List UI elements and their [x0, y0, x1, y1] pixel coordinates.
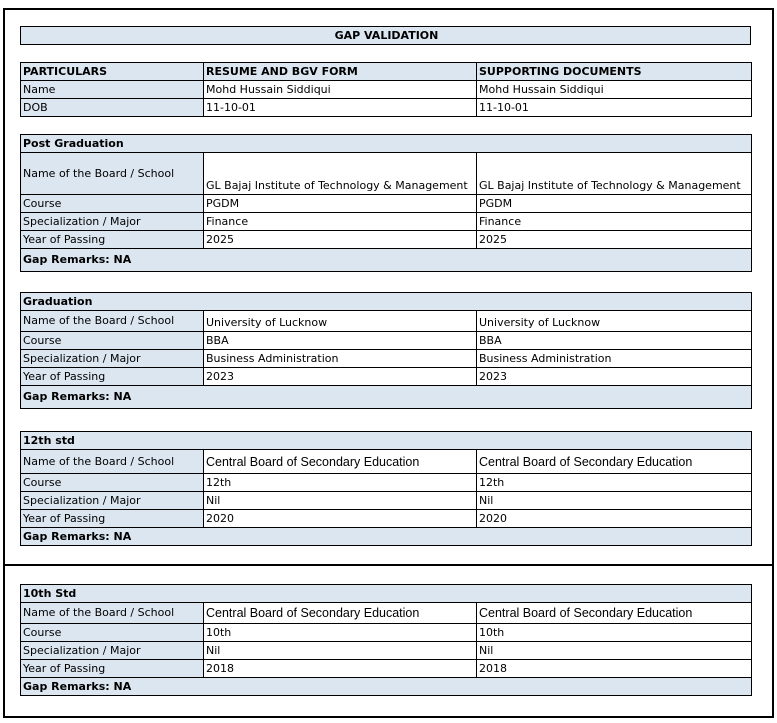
- grad-board-resume: University of Lucknow: [204, 311, 477, 332]
- tenth-spec-docs: Nil: [477, 642, 752, 660]
- page-title: GAP VALIDATION: [20, 26, 751, 45]
- grad-year-docs: 2023: [477, 368, 752, 386]
- year-label: Year of Passing: [21, 510, 204, 528]
- table-row: [21, 99, 752, 117]
- course-label: Course: [21, 332, 204, 350]
- dob-label: DOB: [21, 99, 204, 117]
- course-label: Course: [21, 624, 204, 642]
- supporting-header: SUPPORTING DOCUMENTS: [477, 63, 752, 81]
- twelfth-spec-docs: Nil: [477, 492, 752, 510]
- graduation-table: [20, 292, 752, 409]
- twelfth-board-resume: Central Board of Secondary Education: [204, 450, 477, 474]
- board-label: Name of the Board / School: [21, 153, 204, 195]
- grad-course-resume: BBA: [204, 332, 477, 350]
- twelfth-board-docs: Central Board of Secondary Education: [477, 450, 752, 474]
- particulars-header: PARTICULARS: [21, 63, 204, 81]
- year-label: Year of Passing: [21, 231, 204, 249]
- pg-board-resume: GL Bajaj Institute of Technology & Management: [204, 153, 477, 195]
- year-label: Year of Passing: [21, 660, 204, 678]
- pg-year-docs: 2025: [477, 231, 752, 249]
- year-label: Year of Passing: [21, 368, 204, 386]
- pg-course-docs: PGDM: [477, 195, 752, 213]
- grad-course-docs: BBA: [477, 332, 752, 350]
- pg-course-resume: PGDM: [204, 195, 477, 213]
- gap-remarks: Gap Remarks: NA: [21, 528, 752, 546]
- twelfth-course-resume: 12th: [204, 474, 477, 492]
- tenth-course-resume: 10th: [204, 624, 477, 642]
- pg-spec-resume: Finance: [204, 213, 477, 231]
- board-label: Name of the Board / School: [21, 603, 204, 624]
- spec-label: Specialization / Major: [21, 213, 204, 231]
- spec-label: Specialization / Major: [21, 350, 204, 368]
- grad-spec-docs: Business Administration: [477, 350, 752, 368]
- pg-spec-docs: Finance: [477, 213, 752, 231]
- twelfth-course-docs: 12th: [477, 474, 752, 492]
- name-resume: Mohd Hussain Siddiqui: [204, 81, 477, 99]
- course-label: Course: [21, 195, 204, 213]
- gap-remarks: Gap Remarks: NA: [21, 249, 752, 272]
- header-row: [21, 63, 752, 81]
- pg-year-resume: 2025: [204, 231, 477, 249]
- grad-board-docs: University of Lucknow: [477, 311, 752, 332]
- tenth-spec-resume: Nil: [204, 642, 477, 660]
- tenth-board-resume: Central Board of Secondary Education: [204, 603, 477, 624]
- twelfth-table: [20, 431, 752, 546]
- dob-docs: 11-10-01: [477, 99, 752, 117]
- twelfth-year-resume: 2020: [204, 510, 477, 528]
- personal-table: [20, 62, 752, 117]
- tenth-course-docs: 10th: [477, 624, 752, 642]
- tenth-board-docs: Central Board of Secondary Education: [477, 603, 752, 624]
- section-heading: 10th Std: [21, 585, 752, 603]
- tenth-year-resume: 2018: [204, 660, 477, 678]
- post-graduation-table: [20, 134, 752, 272]
- dob-resume: 11-10-01: [204, 99, 477, 117]
- gap-remarks: Gap Remarks: NA: [21, 678, 752, 696]
- twelfth-year-docs: 2020: [477, 510, 752, 528]
- section-heading: 12th std: [21, 432, 752, 450]
- section-heading: Graduation: [21, 293, 752, 311]
- gap-remarks: Gap Remarks: NA: [21, 386, 752, 409]
- name-docs: Mohd Hussain Siddiqui: [477, 81, 752, 99]
- spec-label: Specialization / Major: [21, 642, 204, 660]
- tenth-table: [20, 584, 752, 696]
- pg-board-docs: GL Bajaj Institute of Technology & Management: [477, 153, 752, 195]
- twelfth-spec-resume: Nil: [204, 492, 477, 510]
- grad-year-resume: 2023: [204, 368, 477, 386]
- tenth-year-docs: 2018: [477, 660, 752, 678]
- table-row: [21, 81, 752, 99]
- grad-spec-resume: Business Administration: [204, 350, 477, 368]
- course-label: Course: [21, 474, 204, 492]
- name-label: Name: [21, 81, 204, 99]
- board-label: Name of the Board / School: [21, 450, 204, 474]
- spec-label: Specialization / Major: [21, 492, 204, 510]
- resume-header: RESUME AND BGV FORM: [204, 63, 477, 81]
- section-heading: Post Graduation: [21, 135, 752, 153]
- board-label: Name of the Board / School: [21, 311, 204, 332]
